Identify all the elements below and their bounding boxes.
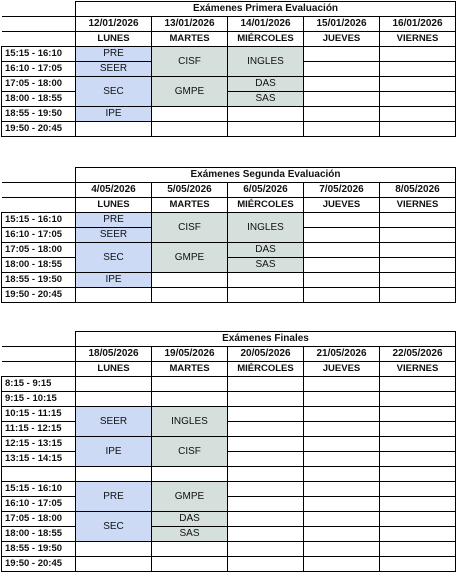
- exam-cell: IPE: [76, 437, 152, 467]
- time-slot: 15:15 - 16:10: [2, 213, 76, 228]
- date-header: 7/05/2026: [304, 183, 380, 198]
- day-header: MIÉRCOLES: [228, 198, 304, 213]
- time-slot: 18:00 - 18:55: [2, 92, 76, 107]
- time-slot: 18:55 - 19:50: [2, 273, 76, 288]
- time-slot: 16:10 - 17:05: [2, 62, 76, 77]
- date-header: 13/01/2026: [152, 17, 228, 32]
- date-header: 16/01/2026: [380, 17, 456, 32]
- time-slot: 19:50 - 20:45: [2, 288, 76, 303]
- exam-cell: GMPE: [152, 77, 228, 107]
- day-header: MARTES: [152, 32, 228, 47]
- time-slot: 12:15 - 13:15: [2, 437, 76, 452]
- exam-cell: SEC: [76, 512, 152, 542]
- day-header: MIÉRCOLES: [228, 32, 304, 47]
- table-title: Exámenes Primera Evaluación: [76, 2, 456, 17]
- exam-cell: SEER: [76, 407, 152, 437]
- exam-cell: SAS: [228, 92, 304, 107]
- date-header: 6/05/2026: [228, 183, 304, 198]
- day-header: VIERNES: [380, 198, 456, 213]
- day-header: LUNES: [76, 198, 152, 213]
- date-header: 4/05/2026: [76, 183, 152, 198]
- exam-cell: CISF: [152, 213, 228, 243]
- time-slot: 9:15 - 10:15: [2, 392, 76, 407]
- time-slot: 8:15 - 9:15: [2, 377, 76, 392]
- time-slot: 18:00 - 18:55: [2, 527, 76, 542]
- date-header: 18/05/2026: [76, 347, 152, 362]
- day-header: MARTES: [152, 362, 228, 377]
- date-header: 22/05/2026: [380, 347, 456, 362]
- exam-cell: DAS: [228, 243, 304, 258]
- day-header: MARTES: [152, 198, 228, 213]
- day-header: JUEVES: [304, 32, 380, 47]
- first-evaluation-table: [1, 1, 456, 137]
- time-slot: 11:15 - 12:15: [2, 422, 76, 437]
- table-title: Exámenes Segunda Evaluación: [76, 168, 456, 183]
- finals-table: [1, 331, 456, 572]
- day-header: VIERNES: [380, 32, 456, 47]
- day-header: JUEVES: [304, 198, 380, 213]
- exam-cell: SAS: [152, 527, 228, 542]
- day-header: LUNES: [76, 32, 152, 47]
- date-header: 12/01/2026: [76, 17, 152, 32]
- day-header: LUNES: [76, 362, 152, 377]
- time-slot: 17:05 - 18:00: [2, 243, 76, 258]
- time-slot: 15:15 - 16:10: [2, 482, 76, 497]
- time-slot: 15:15 - 16:10: [2, 47, 76, 62]
- table-title: Exámenes Finales: [76, 332, 456, 347]
- exam-cell: GMPE: [152, 482, 228, 512]
- exam-cell: GMPE: [152, 243, 228, 273]
- second-evaluation-table: [1, 167, 456, 303]
- exam-cell: SEER: [76, 228, 152, 243]
- time-slot: 18:55 - 19:50: [2, 107, 76, 122]
- time-slot: 10:15 - 11:15: [2, 407, 76, 422]
- exam-cell: IPE: [76, 273, 152, 288]
- exam-cell: SEER: [76, 62, 152, 77]
- exam-cell: SEC: [76, 243, 152, 273]
- day-header: VIERNES: [380, 362, 456, 377]
- date-header: 8/05/2026: [380, 183, 456, 198]
- exam-cell: DAS: [152, 512, 228, 527]
- date-header: 14/01/2026: [228, 17, 304, 32]
- exam-cell: PRE: [76, 213, 152, 228]
- exam-cell: CISF: [152, 47, 228, 77]
- exam-cell: IPE: [76, 107, 152, 122]
- time-slot: 13:15 - 14:15: [2, 452, 76, 467]
- day-header: MIÉRCOLES: [228, 362, 304, 377]
- date-header: 15/01/2026: [304, 17, 380, 32]
- date-header: 20/05/2026: [228, 347, 304, 362]
- time-slot: 18:55 - 19:50: [2, 542, 76, 557]
- time-slot: 16:10 - 17:05: [2, 497, 76, 512]
- exam-cell: INGLES: [228, 213, 304, 243]
- date-header: 19/05/2026: [152, 347, 228, 362]
- exam-cell: INGLES: [228, 47, 304, 77]
- exam-cell: SEC: [76, 77, 152, 107]
- day-header: JUEVES: [304, 362, 380, 377]
- time-slot: 18:00 - 18:55: [2, 258, 76, 273]
- exam-cell: PRE: [76, 482, 152, 512]
- exam-cell: CISF: [152, 437, 228, 467]
- exam-cell: SAS: [228, 258, 304, 273]
- time-slot: 16:10 - 17:05: [2, 228, 76, 243]
- date-header: 5/05/2026: [152, 183, 228, 198]
- time-slot: 17:05 - 18:00: [2, 77, 76, 92]
- time-slot: 19:50 - 20:45: [2, 122, 76, 137]
- date-header: 21/05/2026: [304, 347, 380, 362]
- exam-cell: INGLES: [152, 407, 228, 437]
- time-slot: 17:05 - 18:00: [2, 512, 76, 527]
- exam-cell: DAS: [228, 77, 304, 92]
- time-slot: 19:50 - 20:45: [2, 557, 76, 572]
- exam-cell: PRE: [76, 47, 152, 62]
